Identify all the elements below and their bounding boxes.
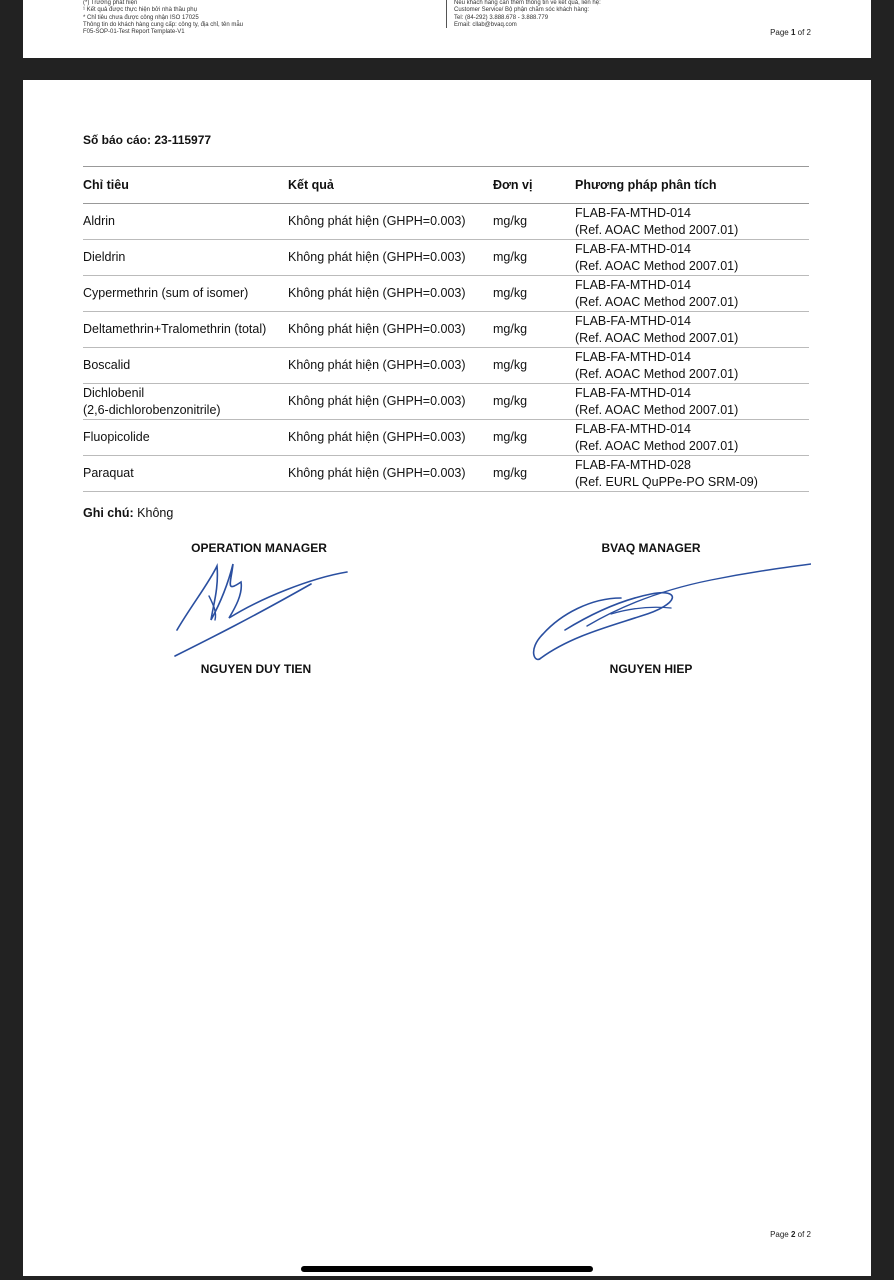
page-prefix: Page: [770, 28, 791, 37]
method-code: FLAB-FA-MTHD-014: [575, 349, 691, 364]
cell-unit: mg/kg: [493, 348, 575, 384]
footer-divider: [446, 0, 447, 28]
page-number: [770, 1230, 811, 1239]
method-ref: (Ref. AOAC Method 2007.01): [575, 330, 739, 345]
cell-method: [575, 420, 809, 456]
footer-line: ¹ Kết quả được thực hiện bởi nhà thầu phụ: [83, 7, 197, 14]
note-label: Ghi chú:: [83, 506, 134, 520]
cell-result: Không phát hiện (GHPH=0.003): [288, 240, 493, 276]
cell-method: [575, 276, 809, 312]
method-ref: (Ref. AOAC Method 2007.01): [575, 258, 739, 273]
method-ref: (Ref. AOAC Method 2007.01): [575, 222, 739, 237]
table-row: [83, 312, 809, 348]
page-current: 2: [790, 1230, 796, 1239]
results-table: [83, 166, 809, 492]
footer-line: Email: cllab@bvaq.com: [454, 21, 517, 28]
footer-line: Thông tin do khách hàng cung cấp: công ty, địa chỉ, tên mẫu: [83, 21, 243, 28]
method-code: FLAB-FA-MTHD-014: [575, 313, 691, 328]
cell-criteria: Cypermethrin (sum of isomer): [83, 276, 288, 312]
footer-line: Nếu khách hàng cần thêm thông tin về kết quả, liên hệ:: [454, 0, 601, 6]
header-unit: Đơn vị: [493, 167, 575, 204]
cell-unit: mg/kg: [493, 204, 575, 240]
criteria-line: (2,6-dichlorobenzonitrile): [83, 402, 221, 417]
method-ref: (Ref. AOAC Method 2007.01): [575, 366, 739, 381]
cell-result: Không phát hiện (GHPH=0.003): [288, 204, 493, 240]
footer-line: Customer Service/ Bộ phận chăm sóc khách hàng:: [454, 7, 590, 14]
table-row: [83, 276, 809, 312]
cell-criteria: Paraquat: [83, 456, 288, 492]
method-code: FLAB-FA-MTHD-014: [575, 205, 691, 220]
footer-contact-right: [454, 0, 601, 29]
right-signatory-name: NGUYEN HIEP: [609, 662, 693, 676]
table-row: [83, 384, 809, 420]
cell-criteria: Boscalid: [83, 348, 288, 384]
method-code: FLAB-FA-MTHD-014: [575, 421, 691, 436]
cell-method: [575, 384, 809, 420]
home-indicator[interactable]: [301, 1266, 593, 1272]
footer-notes-left: [83, 0, 243, 36]
cell-method: [575, 348, 809, 384]
cell-result: Không phát hiện (GHPH=0.003): [288, 276, 493, 312]
method-code: FLAB-FA-MTHD-014: [575, 277, 691, 292]
cell-criteria: Dieldrin: [83, 240, 288, 276]
note: [83, 506, 173, 520]
note-value: Không: [133, 506, 174, 520]
footer-line: (*) Trường phát hiện: [83, 0, 138, 6]
page-current: 1: [790, 28, 796, 37]
page-suffix: of 2: [795, 28, 811, 37]
page-1-footer: [23, 0, 871, 58]
page-suffix: of 2: [795, 1230, 811, 1239]
table-row: [83, 240, 809, 276]
table-row: [83, 204, 809, 240]
method-code: FLAB-FA-MTHD-014: [575, 241, 691, 256]
cell-criteria: Deltamethrin+Tralomethrin (total): [83, 312, 288, 348]
table-row: [83, 348, 809, 384]
method-ref: (Ref. AOAC Method 2007.01): [575, 438, 739, 453]
cell-result: Không phát hiện (GHPH=0.003): [288, 420, 493, 456]
cell-method: [575, 204, 809, 240]
method-code: FLAB-FA-MTHD-028: [575, 457, 691, 472]
cell-unit: mg/kg: [493, 240, 575, 276]
cell-unit: mg/kg: [493, 384, 575, 420]
page-prefix: Page: [770, 1230, 791, 1239]
cell-criteria: Fluopicolide: [83, 420, 288, 456]
footer-line: F05-SOP-01-Test Report Template-V1: [83, 29, 185, 36]
report-number: Số báo cáo: 23-115977: [83, 133, 212, 147]
left-signatory-name: NGUYEN DUY TIEN: [200, 662, 312, 676]
header-criteria: Chỉ tiêu: [83, 167, 288, 204]
footer-line: Tel: (84-292) 3.888.678 - 3.888.779: [454, 14, 549, 21]
cell-method: [575, 312, 809, 348]
left-signatory-title: OPERATION MANAGER: [191, 541, 327, 555]
header-result: Kết quả: [288, 167, 493, 204]
method-ref: (Ref. AOAC Method 2007.01): [575, 294, 739, 309]
cell-unit: mg/kg: [493, 276, 575, 312]
cell-result: Không phát hiện (GHPH=0.003): [288, 456, 493, 492]
page-2: [23, 80, 871, 1276]
cell-method: [575, 456, 809, 492]
method-ref: (Ref. EURL QuPPe-PO SRM-09): [575, 474, 758, 489]
table-header-row: [83, 167, 809, 204]
cell-criteria: Aldrin: [83, 204, 288, 240]
cell-result: Không phát hiện (GHPH=0.003): [288, 348, 493, 384]
header-method: Phương pháp phân tích: [575, 167, 809, 204]
page-number: [770, 28, 811, 37]
right-signature-image: [531, 554, 811, 664]
table-row: [83, 420, 809, 456]
footer-line: * Chỉ tiêu chưa được công nhận ISO 17025: [83, 14, 199, 21]
right-signatory-title: BVAQ MANAGER: [601, 541, 701, 555]
cell-unit: mg/kg: [493, 312, 575, 348]
cell-result: Không phát hiện (GHPH=0.003): [288, 384, 493, 420]
method-code: FLAB-FA-MTHD-014: [575, 385, 691, 400]
cell-criteria: [83, 384, 288, 420]
cell-unit: mg/kg: [493, 456, 575, 492]
left-signature-image: [171, 558, 351, 663]
method-ref: (Ref. AOAC Method 2007.01): [575, 402, 739, 417]
criteria-line: Dichlobenil: [83, 385, 145, 400]
cell-unit: mg/kg: [493, 420, 575, 456]
cell-method: [575, 240, 809, 276]
cell-result: Không phát hiện (GHPH=0.003): [288, 312, 493, 348]
table-row: [83, 456, 809, 492]
